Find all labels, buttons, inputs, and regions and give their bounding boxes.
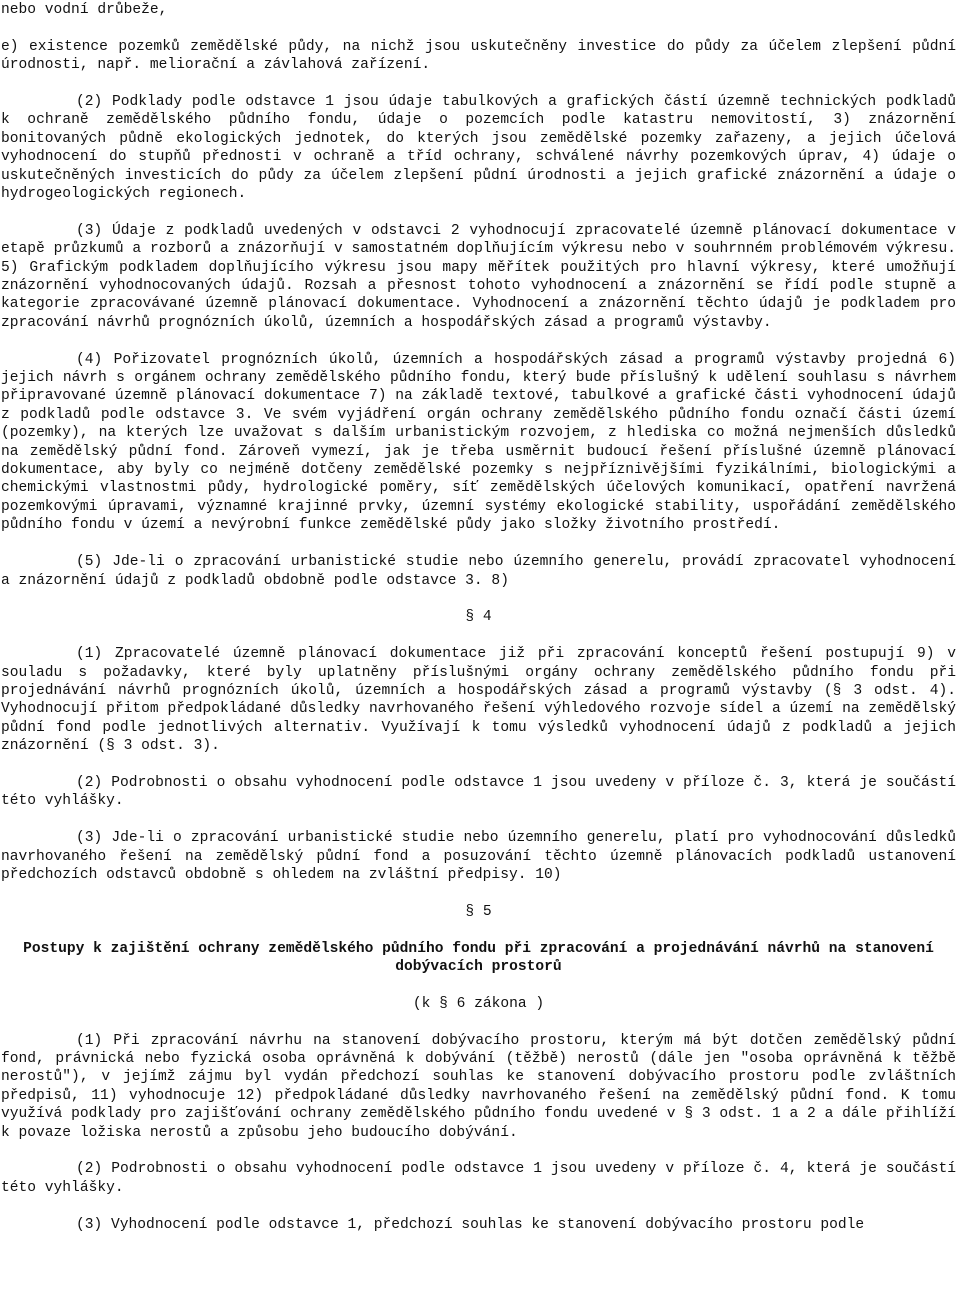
spacer	[1, 884, 956, 902]
paragraph-continuation: nebo vodní drůbeže,	[1, 2, 168, 18]
paragraph-3-5: (5) Jde-li o zpracování urbanistické studie nebo územního generelu, provádí zpracovatel vyhodnocení a znázornění údajů z podkladů obdobně podle odstavce 3. 8)	[1, 554, 956, 589]
paragraph-5-1: (1) Při zpracování návrhu na stanovení dobývacího prostoru, kterým má být dotčen zemědělský půdní fond, právnická nebo fyzická osoba oprávněná k dobývání (těžbě) nerostů (dále jen "osoba oprávněná k těžbě nerostů"), v jejímž zájmu byl vydán předchozí souhlas ke stanovení dobývacího prostoru podle zvláštních předpisů, 11) vyhodnocuje 12) předpokládané důsledky navrhovaného řešení na zemědělský půdní fond. K tomu využívá podklady pro zajišťování ochrany zemědělského půdního fondu uvedené v § 3 odst. 1 a 2 a dále přihlíží k povaze ložiska nerostů a způsobu jeho budoucího dobývání.	[1, 1032, 956, 1141]
section-5-subheading: (k § 6 zákona )	[412, 995, 545, 1012]
spacer	[1, 332, 956, 350]
spacer	[1, 756, 956, 774]
paragraph-item-e: e) existence pozemků zemědělské půdy, na nichž jsou uskutečněny investice do půdy za účelem zlepšení půdní úrodnosti, např. meliorační a závlahová zařízení.	[1, 38, 956, 74]
section-5-heading: Postupy k zajištění ochrany zemědělského půdního fondu při zpracování a projednávání návrhů na stanovení dobývacích prostorů	[23, 940, 934, 975]
paragraph-3-3: (3) Údaje z podkladů uvedených v odstavci 2 vyhodnocují zpracovatelé územně plánovací dokumentace v etapě průzkumů a rozborů a znázorňují v samostatném doplňujícím výkresu nebo v souhrnném problémovém výkresu. 5) Grafickým podkladem doplňujícího výkresu jsou mapy měřítek použitých pro hlavní výkresy, které umožňují znázornění vyhodnocovaných údajů. Rozsah a přesnost tohoto vyhodnocení a znázornění se řídí podle stupně a kategorie zpracovávané územně plánovací dokumentace. Vyhodnocení a znázornění těchto údajů je podkladem pro zpracování návrhů prognózních úkolů, územních a hospodářských zásad a programů výstavby.	[1, 222, 956, 331]
spacer	[1, 203, 956, 221]
spacer	[1, 590, 956, 608]
spacer	[1, 535, 956, 553]
paragraph-4-1: (1) Zpracovatelé územně plánovací dokumentace již při zpracování konceptů řešení postupují 9) v souladu s požadavky, které byly uplatněny příslušnými orgány ochrany zemědělského půdního fondu při projednávání návrhů prognózních úkolů, územních a hospodářských zásad a programů výstavby (§ 3 odst. 4). Vyhodnocují přitom předpokládané důsledky navrhovaného řešení výhledového rozvoje sídel a území na zemědělský půdní fond podle jednotlivých alternativ. Využívají k tomu výsledků vyhodnocení údajů z podkladů a jejich znázornění (§ 3 odst. 3).	[1, 646, 956, 755]
spacer	[1, 1142, 956, 1160]
spacer	[1, 1013, 956, 1031]
paragraph-3-4: (4) Pořizovatel prognózních úkolů, územních a hospodářských zásad a programů výstavby projedná 6) jejich návrh s orgánem ochrany zemědělského půdního fondu, který bude příslušný k udělení souhlasu s návrhem připravované územně plánovací dokumentace 7) na základě textové, tabulkové a grafické části vyhodnocení údajů z podkladů podle odstavce 3. Ve svém vyjádření orgán ochrany zemědělského půdního fondu označí části území (pozemky), na kterých lze uvažovat s dalším urbanistickým rozvojem, z hlediska co možná nejmenších důsledků na zemědělský půdní fond. Zároveň vymezí, jak je třeba usměrnit budoucí řešení příslušné územně plánovací dokumentace, aby byly co nejméně dotčeny zemědělské pozemky s nejpříznivějšími fyzikálními, biologickými a chemickými vlastnostmi půdy, hydrologické poměry, síť zemědělských účelových komunikací, opatření navržená pozemkovými úpravami, významné krajinné prvky, územní systémy ekologické stability, uspořádání zemědělského půdního fondu v území a nevýrobní funkce zemědělské půdy jako složky životního prostředí.	[1, 351, 956, 534]
section-4-title: § 4	[465, 609, 492, 626]
paragraph-4-2: (2) Podrobnosti o obsahu vyhodnocení podle odstavce 1 jsou uvedeny v příloze č. 3, která je součástí této vyhlášky.	[1, 774, 956, 810]
paragraph-5-2: (2) Podrobnosti o obsahu vyhodnocení podle odstavce 1 jsou uvedeny v příloze č. 4, která je součástí této vyhlášky.	[1, 1161, 956, 1196]
paragraph-4-3: (3) Jde-li o zpracování urbanistické studie nebo územního generelu, platí pro vyhodnocování důsledků navrhovaného řešení na zemědělský půdní fond a posuzování těchto územně plánovacích podkladů ustanovení předchozích odstavců obdobně s ohledem na zvláštní předpisy. 10)	[1, 830, 956, 883]
paragraph-5-3: (3) Vyhodnocení podle odstavce 1, předchozí souhlas ke stanovení dobývacího prostoru podle	[76, 1216, 865, 1233]
spacer	[1, 811, 956, 829]
spacer	[1, 1197, 956, 1215]
paragraph-3-2: (2) Podklady podle odstavce 1 jsou údaje tabulkových a grafických částí územně technických podkladů k ochraně zemědělského půdního fondu, údaje o pozemcích podle katastru nemovitostí, 3) znázornění bonitovaných půdně ekologických jednotek, do kterých jsou zemědělské pozemky zařazeny, a jejich účelová vyhodnocení do stupňů přednosti v ochraně a tříd ochrany, schválené návrhy pozemkových úprav, 4) údaje o uskutečněných investicích do půdy za účelem zlepšení půdní úrodnosti a jejich grafické znázornění a údaje o hydrogeologických regionech.	[1, 93, 956, 203]
spacer	[1, 976, 956, 994]
section-5-title: § 5	[465, 903, 492, 920]
document-page	[1, 0, 956, 1234]
spacer	[1, 75, 956, 93]
spacer	[1, 627, 956, 645]
spacer	[1, 921, 956, 939]
spacer	[1, 19, 956, 37]
